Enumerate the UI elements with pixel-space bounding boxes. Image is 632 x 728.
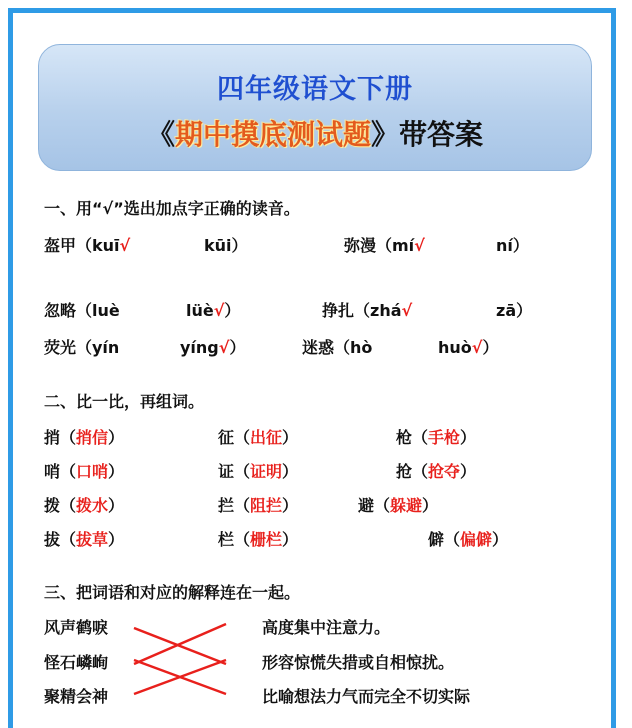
title-line-1: 四年级语文下册 xyxy=(217,74,413,105)
word-group: 栏（栅栏） xyxy=(218,530,299,549)
word-group: 哨（口哨） xyxy=(44,462,125,481)
check-mark-icon: √ xyxy=(401,301,413,320)
pinyin-option: ní） xyxy=(496,236,529,255)
pinyin-item-2: 弥漫（mí√ xyxy=(344,236,425,255)
idiom-definition: 高度集中注意力。 xyxy=(262,618,391,637)
idiom-left: 聚精会神 xyxy=(44,687,109,706)
word-group: 征（出征） xyxy=(218,428,299,447)
pinyin-item-4: 挣扎（zhá√ xyxy=(322,301,413,320)
section-1-heading: 一、用“√”选出加点字正确的读音。 xyxy=(44,199,300,218)
pinyin-item-5: 荧光（yín xyxy=(44,338,120,357)
pinyin-option: kūi） xyxy=(204,236,248,255)
idiom-definition: 形容惊慌失措或自相惊扰。 xyxy=(262,653,455,672)
pinyin-item-3: 忽略（luè xyxy=(44,301,120,320)
check-mark-icon: √ xyxy=(213,301,225,320)
word-group: 拔（拔草） xyxy=(44,530,125,549)
word-group: 拨（拨水） xyxy=(44,496,125,515)
word-group: 捎（捎信） xyxy=(44,428,125,447)
word-group: 证（证明） xyxy=(218,462,299,481)
pinyin-option: huò√） xyxy=(438,338,499,357)
title-close: 》带答案 xyxy=(371,118,484,151)
check-mark-icon: √ xyxy=(471,338,483,357)
idiom-definition: 比喻想法力气而完全不切实际 xyxy=(262,687,471,706)
word-group: 拦（阻拦） xyxy=(218,496,299,515)
word-group: 避（躲避） xyxy=(358,496,439,515)
pinyin-option: zā） xyxy=(496,301,533,320)
check-mark-icon: √ xyxy=(218,338,230,357)
idiom-left: 风声鹤唳 xyxy=(44,618,109,637)
word-group: 僻（偏僻） xyxy=(428,530,509,549)
check-mark-icon: √ xyxy=(119,236,131,255)
title-open-bracket: 《 xyxy=(146,118,175,151)
pinyin-option: yíng√） xyxy=(180,338,246,357)
word-group: 抢（抢夺） xyxy=(396,462,477,481)
word-group: 枪（手枪） xyxy=(396,428,477,447)
pinyin-option: lüè√） xyxy=(186,301,241,320)
pinyin-item-6: 迷惑（hò xyxy=(302,338,373,357)
section-2-heading: 二、比一比，再组词。 xyxy=(44,392,205,411)
pinyin-item-1: 盔甲（kuī√ xyxy=(44,236,131,255)
check-mark-icon: √ xyxy=(414,236,425,255)
title-highlight: 期中摸底测试题 xyxy=(174,118,371,151)
idiom-left: 怪石嶙峋 xyxy=(44,653,109,672)
section-3-heading: 三、把词语和对应的解释连在一起。 xyxy=(44,583,301,602)
